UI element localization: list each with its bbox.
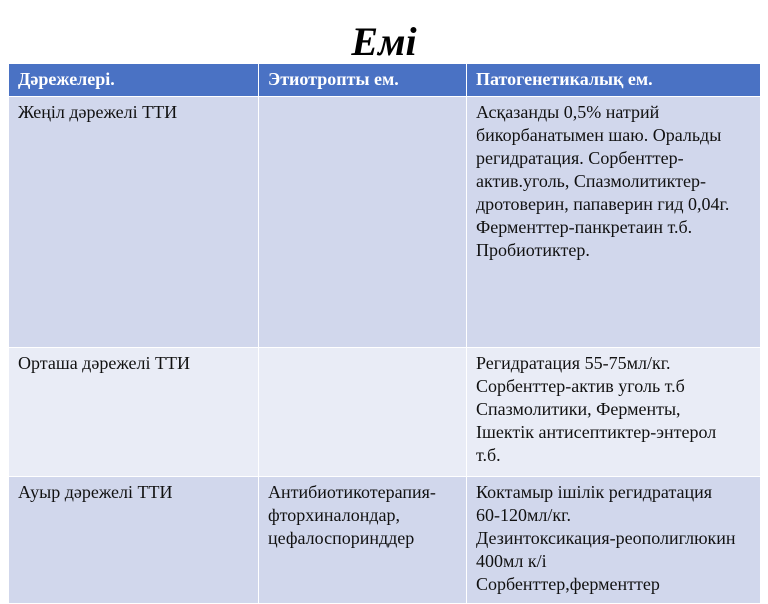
cell-line: Коктамыр ішілік регидратация [476,482,713,502]
cell-line: Сорбенттер,ферменттер [476,574,660,594]
cell-degree: Жеңіл дәрежелі ТТИ [9,97,259,348]
cell-line: Ішектік антисептиктер-энтерол [476,422,717,442]
cell-line: дротоверин, папаверин гид 0,04г. [476,194,730,214]
header-degree: Дәрежелері. [9,64,259,97]
cell-etiotropic [259,348,467,477]
cell-line: фторхиналондар, [268,505,400,525]
cell-line: 60-120мл/кг. [476,505,571,525]
cell-pathogenetic [467,348,761,477]
cell-degree: Ауыр дәрежелі ТТИ [9,477,259,604]
cell-line: актив.уголь, Спазмолитиктер- [476,171,706,191]
cell-etiotropic [259,477,467,604]
cell-line: цефалоспоринддер [268,528,415,548]
cell-degree: Орташа дәрежелі ТТИ [9,348,259,477]
cell-line: 400мл к/і [476,551,547,571]
cell-line: Спазмолитики, Ферменты, [476,399,681,419]
cell-line: Сорбенттер-актив уголь т.б [476,376,685,396]
cell-pathogenetic [467,477,761,604]
cell-line: бикорбанатымен шаю. Оральды [476,125,722,145]
cell-line: Регидратация 55-75мл/кг. [476,353,671,373]
cell-line: Асқазанды 0,5% натрий [476,102,660,122]
table-header-row [9,64,761,97]
treatment-table [8,63,761,604]
cell-line: Пробиотиктер. [476,240,590,260]
table-row [9,348,761,477]
slide-title: Емі [351,19,417,64]
cell-line: регидратация. Сорбенттер- [476,148,684,168]
header-pathogenetic: Патогенетикалық ем. [467,64,761,97]
cell-line: т.б. [476,445,501,465]
table-row [9,477,761,604]
table-row [9,97,761,348]
cell-etiotropic [259,97,467,348]
cell-line: Ферменттер-панкретаин т.б. [476,217,693,237]
cell-pathogenetic [467,97,761,348]
cell-line: Антибиотикотерапия- [268,482,436,502]
cell-line: Дезинтоксикация-реополиглюкин [476,528,736,548]
header-etiotropic: Этиотропты ем. [259,64,467,97]
